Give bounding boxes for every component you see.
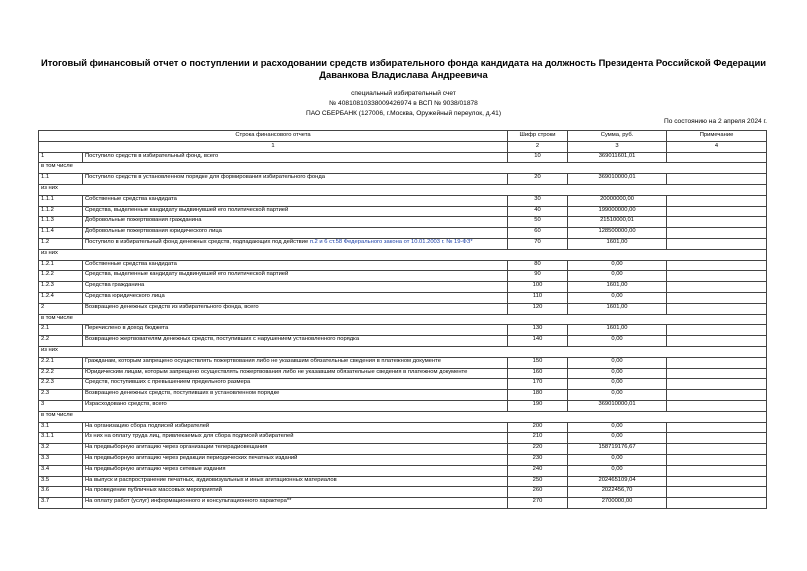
row-code: 150 <box>508 357 568 368</box>
table-row <box>39 379 767 390</box>
row-number: 1.2.2 <box>39 271 83 282</box>
row-code: 220 <box>508 444 568 455</box>
bank-name: ПАО СБЕРБАНК (127006, г.Москва, Оружейный переулок, д.41) <box>305 110 502 117</box>
row-label: На предвыборную агитацию через сетевые издания <box>83 465 508 476</box>
table-row-total <box>39 303 767 314</box>
row-note <box>667 390 767 401</box>
row-label: Средства, выделенные кандидату выдвинувшей его политической партией <box>83 271 508 282</box>
row-label: Добровольные пожертвования юридического лица <box>83 228 508 239</box>
row-number: 3 <box>39 400 83 411</box>
row-sum: 0,00 <box>568 422 667 433</box>
row-note <box>667 152 767 163</box>
table-row <box>39 292 767 303</box>
row-label: Средства гражданина <box>83 282 508 293</box>
row-note <box>667 465 767 476</box>
row-label: Из них на оплату труда лиц, привлекаемых для сбора подписей избирателей <box>83 433 508 444</box>
section-divider-label: в том числе <box>39 163 767 174</box>
row-code: 160 <box>508 368 568 379</box>
table-section-divider <box>39 184 767 195</box>
header-sum: Сумма, руб. <box>568 131 667 142</box>
row-number: 1.1.4 <box>39 228 83 239</box>
row-label: Поступило средств в установленном порядке для формирования избирательного фонда <box>83 174 508 185</box>
table-row <box>39 390 767 401</box>
row-sum: 1601,00 <box>568 325 667 336</box>
row-sum: 0,00 <box>568 390 667 401</box>
row-note <box>667 357 767 368</box>
row-sum: 0,00 <box>568 368 667 379</box>
row-code: 240 <box>508 465 568 476</box>
table-row <box>39 357 767 368</box>
table-row <box>39 476 767 487</box>
row-code: 70 <box>508 238 568 249</box>
row-sum: 0,00 <box>568 379 667 390</box>
row-code: 100 <box>508 282 568 293</box>
row-number: 2.2.1 <box>39 357 83 368</box>
row-number: 1 <box>39 152 83 163</box>
row-sum: 2022456,70 <box>568 487 667 498</box>
row-label: На оплату работ (услуг) информационного и консультационного характера** <box>83 498 508 509</box>
row-sum: 0,00 <box>568 433 667 444</box>
row-sum: 21510000,01 <box>568 217 667 228</box>
table-section-divider <box>39 314 767 325</box>
row-label: Возвращено жертвователям денежных средств, поступивших с нарушением установленного порядка <box>83 336 508 347</box>
row-code: 210 <box>508 433 568 444</box>
row-code: 140 <box>508 336 568 347</box>
row-label: Добровольные пожертвования гражданина <box>83 217 508 228</box>
row-code: 80 <box>508 260 568 271</box>
as-of-date: По состоянию на 2 апреля 2024 г. <box>663 118 767 125</box>
row-number: 1.1.3 <box>39 217 83 228</box>
row-sum: 0,00 <box>568 271 667 282</box>
row-label: Средства юридического лица <box>83 292 508 303</box>
table-section-divider <box>39 411 767 422</box>
row-label: Перечислено в доход бюджета <box>83 325 508 336</box>
table-row-total <box>39 400 767 411</box>
table-row <box>39 433 767 444</box>
table-row-total <box>39 152 767 163</box>
header-number: 4 <box>667 141 767 152</box>
row-label: Средств, поступивших с превышением предельного размера <box>83 379 508 390</box>
table-row <box>39 217 767 228</box>
row-sum: 202465109,04 <box>568 476 667 487</box>
row-note <box>667 444 767 455</box>
table-row <box>39 282 767 293</box>
header-row-label: Строка финансового отчета <box>39 131 508 142</box>
table-header-row <box>39 131 767 142</box>
row-label: На проведение публичных массовых мероприятий <box>83 487 508 498</box>
row-code: 230 <box>508 454 568 465</box>
header-number: 2 <box>508 141 568 152</box>
row-note <box>667 271 767 282</box>
header-code: Шифр строки <box>508 131 568 142</box>
row-sum: 1601,00 <box>568 282 667 293</box>
row-number: 2 <box>39 303 83 314</box>
header-number: 3 <box>568 141 667 152</box>
account-type: специальный избирательный счет <box>351 90 456 97</box>
table-row <box>39 174 767 185</box>
row-note <box>667 303 767 314</box>
row-sum: 369011601,01 <box>568 152 667 163</box>
row-label: Средства, выделенные кандидату выдвинувшей его политической партией <box>83 206 508 217</box>
row-code: 170 <box>508 379 568 390</box>
section-divider-label: из них <box>39 346 767 357</box>
table-row <box>39 228 767 239</box>
row-code: 60 <box>508 228 568 239</box>
row-note <box>667 206 767 217</box>
row-label: Гражданам, которым запрещено осуществлять пожертвования либо не указавшим обязательные сведения в платежном документе <box>83 357 508 368</box>
row-number: 3.4 <box>39 465 83 476</box>
section-divider-label: из них <box>39 184 767 195</box>
row-note <box>667 260 767 271</box>
row-code: 200 <box>508 422 568 433</box>
row-number: 2.2 <box>39 336 83 347</box>
row-note <box>667 498 767 509</box>
table-row <box>39 271 767 282</box>
report-title-line-2: Даванкова Владислава Андреевича <box>319 69 488 80</box>
row-sum: 0,00 <box>568 336 667 347</box>
table-row <box>39 422 767 433</box>
row-label: На выпуск и распространение печатных, аудиовизуальных и иных агитационных материалов <box>83 476 508 487</box>
row-label: Собственные средства кандидата <box>83 260 508 271</box>
table-row <box>39 336 767 347</box>
row-note <box>667 336 767 347</box>
row-sum: 0,00 <box>568 292 667 303</box>
section-divider-label: в том числе <box>39 411 767 422</box>
table-row <box>39 238 767 249</box>
row-sum: 1601,00 <box>568 238 667 249</box>
row-code: 250 <box>508 476 568 487</box>
row-sum: 1601,00 <box>568 303 667 314</box>
section-divider-label: в том числе <box>39 314 767 325</box>
row-note <box>667 454 767 465</box>
row-label: Израсходовано средств, всего <box>83 400 508 411</box>
account-number: № 40810810338009426974 в ВСП № 9038/01878 <box>329 100 478 107</box>
table-section-divider <box>39 346 767 357</box>
table-row <box>39 260 767 271</box>
row-number: 1.1 <box>39 174 83 185</box>
financial-report-table <box>38 130 767 509</box>
table-section-divider <box>39 163 767 174</box>
table-row <box>39 195 767 206</box>
row-note <box>667 476 767 487</box>
row-note <box>667 292 767 303</box>
row-note <box>667 400 767 411</box>
row-sum: 369010000,01 <box>568 174 667 185</box>
table-row <box>39 444 767 455</box>
table-row <box>39 498 767 509</box>
row-sum: 0,00 <box>568 465 667 476</box>
row-number: 3.5 <box>39 476 83 487</box>
row-label: Поступило средств в избирательный фонд, всего <box>83 152 508 163</box>
row-note <box>667 282 767 293</box>
report-title-line-1: Итоговый финансовый отчет о поступлении и расходовании средств избирательного фонда кандидата на должность Президента Российской Федерации <box>41 57 766 68</box>
row-note <box>667 487 767 498</box>
row-label: Юридическим лицам, которым запрещено осуществлять пожертвования либо не указавшим обязательные сведения в платежном документе <box>83 368 508 379</box>
row-code: 190 <box>508 400 568 411</box>
row-sum: 158719176,67 <box>568 444 667 455</box>
row-code: 50 <box>508 217 568 228</box>
row-code: 260 <box>508 487 568 498</box>
row-label-text: Поступило в избирательный фонд денежных средств, подпадающих под действие <box>85 238 310 245</box>
row-number: 2.2.2 <box>39 368 83 379</box>
row-number: 3.1.1 <box>39 433 83 444</box>
row-label: На предвыборную агитацию через редакции периодических печатных изданий <box>83 454 508 465</box>
row-code: 10 <box>508 152 568 163</box>
row-note <box>667 422 767 433</box>
row-label: Возвращено денежных средств из избирательного фонда, всего <box>83 303 508 314</box>
row-sum: 0,00 <box>568 260 667 271</box>
row-sum: 128500000,00 <box>568 228 667 239</box>
row-code: 40 <box>508 206 568 217</box>
row-number: 2.1 <box>39 325 83 336</box>
table-row <box>39 206 767 217</box>
row-note <box>667 174 767 185</box>
row-label: Собственные средства кандидата <box>83 195 508 206</box>
row-number: 1.1.2 <box>39 206 83 217</box>
account-info <box>20 89 787 119</box>
row-label <box>83 238 508 249</box>
row-label: Возвращено денежных средств, поступивших в установленном порядке <box>83 390 508 401</box>
table-row <box>39 325 767 336</box>
table-row <box>39 487 767 498</box>
row-code: 30 <box>508 195 568 206</box>
table-row <box>39 465 767 476</box>
row-sum: 369010000,01 <box>568 400 667 411</box>
row-note <box>667 228 767 239</box>
row-code: 20 <box>508 174 568 185</box>
row-sum: 2700000,00 <box>568 498 667 509</box>
section-divider-label: из них <box>39 249 767 260</box>
row-number: 3.1 <box>39 422 83 433</box>
row-number: 3.3 <box>39 454 83 465</box>
row-sum: 0,00 <box>568 357 667 368</box>
table-row <box>39 454 767 465</box>
row-number: 2.3 <box>39 390 83 401</box>
row-number: 1.2.1 <box>39 260 83 271</box>
row-note <box>667 238 767 249</box>
table-header-number-row <box>39 141 767 152</box>
row-label: На предвыборную агитацию через организации телерадиовещания <box>83 444 508 455</box>
law-reference-link[interactable]: п.2 и 6 ст.58 Федерального закона от 10.01.2003 г. № 19-ФЗ* <box>309 238 473 245</box>
row-code: 110 <box>508 292 568 303</box>
row-sum: 20000000,00 <box>568 195 667 206</box>
row-number: 3.6 <box>39 487 83 498</box>
row-code: 270 <box>508 498 568 509</box>
table-section-divider <box>39 249 767 260</box>
header-note: Примечание <box>667 131 767 142</box>
header-number: 1 <box>39 141 508 152</box>
row-sum: 199000000,00 <box>568 206 667 217</box>
row-note <box>667 195 767 206</box>
row-number: 1.2.4 <box>39 292 83 303</box>
table-row <box>39 368 767 379</box>
row-note <box>667 325 767 336</box>
report-title <box>20 57 787 81</box>
row-number: 1.1.1 <box>39 195 83 206</box>
row-code: 120 <box>508 303 568 314</box>
row-number: 2.2.3 <box>39 379 83 390</box>
row-number: 3.2 <box>39 444 83 455</box>
row-note <box>667 379 767 390</box>
row-label: На организацию сбора подписей избирателей <box>83 422 508 433</box>
row-code: 90 <box>508 271 568 282</box>
row-note <box>667 217 767 228</box>
row-note <box>667 433 767 444</box>
row-note <box>667 368 767 379</box>
row-number: 1.2.3 <box>39 282 83 293</box>
row-sum: 0,00 <box>568 454 667 465</box>
row-code: 180 <box>508 390 568 401</box>
row-number: 3.7 <box>39 498 83 509</box>
row-number: 1.2 <box>39 238 83 249</box>
row-code: 130 <box>508 325 568 336</box>
table-body <box>39 152 767 508</box>
